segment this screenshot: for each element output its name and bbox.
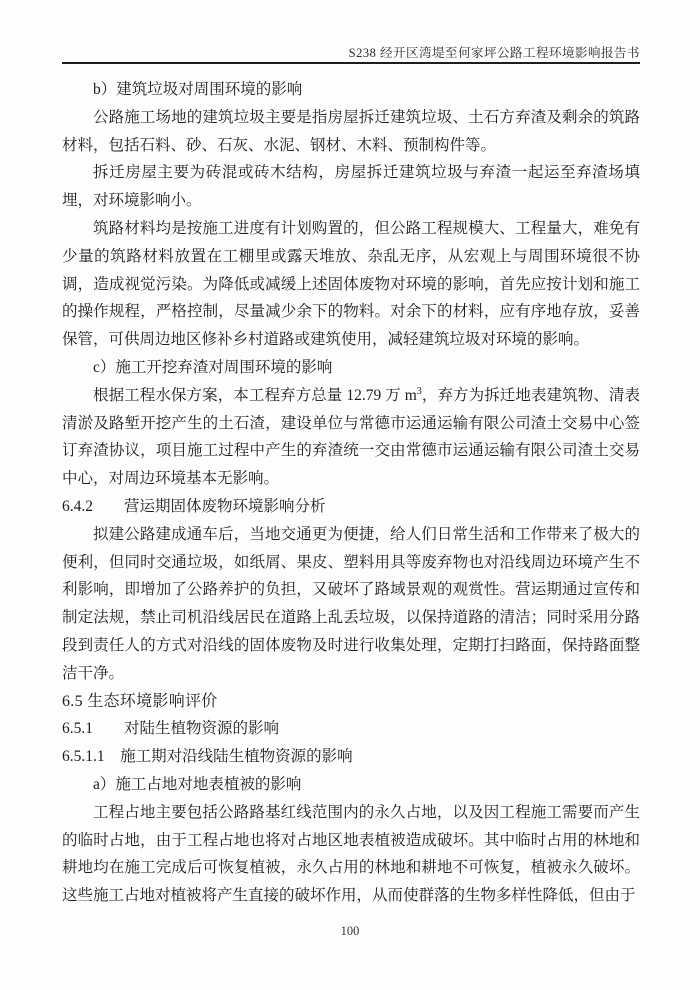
paragraph-operation-period-waste: 拟建公路建成通车后，当地交通更为便捷，给人们日常生活和工作带来了极大的便利，但同时交通垃圾，如纸屑、果皮、塑料用具等废弃物也对沿线周边环境产生不利影响，即增加了公路养护的负担，又破坏了路域景观的观赏性。营运期通过宣传和制定法规，禁止司机沿线居民在道路上乱丢垃圾，以保持道路的清洁；同时采用分路段到责任人的方式对沿线的固体废物及时进行收集处理，定期打扫路面，保持路面整洁干净。 <box>62 525 640 682</box>
subheading-b-construction-waste: b）建筑垃圾对周围环境的影响 <box>93 81 303 98</box>
heading-6-5-ecological-impact: 6.5 生态环境影响评价 <box>62 692 218 710</box>
document-body <box>62 76 640 910</box>
subheading-a-land-occupation-vegetation: a）施工占地对地表植被的影响 <box>93 775 302 793</box>
paragraph-construction-waste-definition: 公路施工场地的建筑垃圾主要是指房屋拆迁建筑垃圾、土石方弃渣及剩余的筑路材料，包括石料、砂、石灰、水泥、钢材、木料、预制构件等。 <box>62 108 640 154</box>
paragraph-land-occupation: 工程占地主要包括公路路基红线范围内的永久占地，以及因工程施工需要而产生的临时占地，由于工程占地也将对占地区地表植被造成破坏。其中临时占用的林地和耕地均在施工完成后可恢复植被，永久占用的林地和耕地不可恢复，植被永久破坏。这些施工占地对植被将产生直接的破坏作用，从而使群落的生物多样性降低，但由于 <box>62 803 640 905</box>
paragraph-excavation-spoil-text: 根据工程水保方案，本工程弃方总量 12.79 万 m <box>93 386 417 404</box>
page-number: 100 <box>340 924 360 938</box>
cubic-meter-superscript: 3 <box>416 385 422 397</box>
heading-6-4-2-operation-solid-waste: 6.4.2 营运期固体废物环境影响分析 <box>62 497 326 515</box>
heading-6-5-1-terrestrial-plants: 6.5.1 对陆生植物资源的影响 <box>62 720 280 738</box>
paragraph-excavation-spoil-continuation: ，弃方为拆迁地表建筑物、清表清淤及路堑开挖产生的土石渣，建设单位与常德市运通运输有限公司渣土交易中心签订弃渣协议，项目施工过程中产生的弃渣统一交由常德市运通运输有限公司渣土交易中心，对周边环境基本无影响。 <box>62 386 640 488</box>
subheading-c-excavation-spoil: c）施工开挖弃渣对周围环境的影响 <box>93 358 333 376</box>
heading-6-5-1-1-construction-period-plants: 6.5.1.1 施工期对沿线陆生植物资源的影响 <box>62 748 353 766</box>
paragraph-excavation-spoil <box>62 382 640 493</box>
paragraph-road-materials: 筑路材料均是按施工进度有计划购置的，但公路工程规模大、工程量大，难免有少量的筑路材料放置在工棚里或露天堆放、杂乱无序，从宏观上与周围环境很不协调，造成视觉污染。为降低或减缓上述固体废物对环境的影响，首先应按计划和施工的操作规程，严格控制，尽量减少余下的物料。对余下的材料，应有序地存放，妥善保管，可供周边地区修补乡村道路或建筑使用，减轻建筑垃圾对环境的影响。 <box>62 219 640 349</box>
running-header-title: S238 经开区湾堤至何家坪公路工程环境影响报告书 <box>348 46 640 60</box>
paragraph-demolition-waste: 拆迁房屋主要为砖混或砖木结构，房屋拆迁建筑垃圾与弃渣一起运至弃渣场填埋，对环境影响小。 <box>62 164 640 210</box>
header-rule <box>62 62 640 64</box>
